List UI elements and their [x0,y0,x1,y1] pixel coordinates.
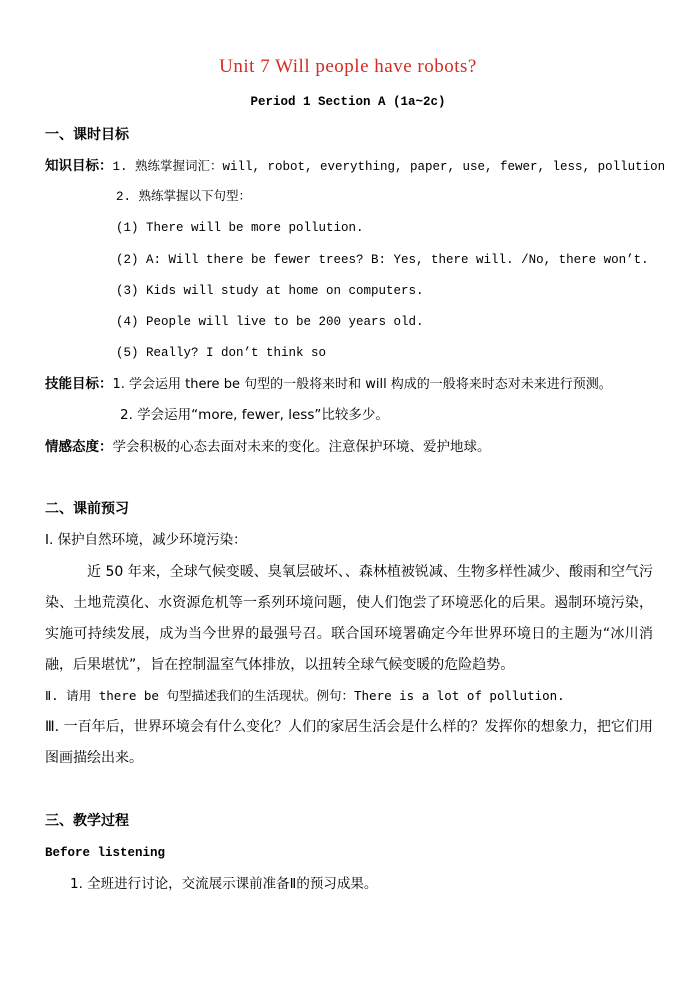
knowledge-objective-item-2: 2. 熟练掌握以下句型： [116,190,252,204]
skill-objective-label: 技能目标： [45,376,113,392]
sentence-item: (4) People will live to be 200 years old. [116,315,424,329]
before-listening-heading: Before listening [45,846,166,860]
emotion-objective-text: 学会积极的心态去面对未来的变化。注意保护环境、爱护地球。 [112,439,491,455]
preview-paragraph: 近 50 年来，全球气候变暖、臭氧层破坏、、森林植被锐减、生物多样性减少、酸雨和空气污染、土地荒漠化、水资源危机等一系列环境问题，使人们饱尝了环境恶化的后果。遏制环境污染，实施可持续发展，成为当今世界的最强号召。联合国环境署确定今年世界环境日的主题为“冰川消融，后果堪忧”，旨在控制温室气体排放，以扭转全球气候变暖的危险趋势。 [45,564,653,673]
knowledge-objective-label: 知识目标： [45,158,113,174]
section-heading-process: 三、教学过程 [45,813,129,829]
skill-objective-item-2: 2. 学会运用“more, fewer, less”比较多少。 [120,407,389,423]
sentence-item: (1) There will be more pollution. [116,221,364,235]
document-subtitle: Period 1 Section A (1a~2c) [250,95,446,109]
process-item-1: 1. 全班进行讨论，交流展示课前准备Ⅱ的预习成果。 [70,876,378,892]
skill-objective-row [45,375,612,394]
knowledge-objective-item-1: 1. 熟练掌握词汇：will, robot, everything, paper, use, fewer, less, pollution [112,160,666,174]
sentence-item: (5) Really? I don’t think so [116,346,327,360]
preview-item-1: Ⅰ. 保护自然环境，减少环境污染： [45,532,247,548]
sentence-item: (3) Kids will study at home on computers. [116,284,424,298]
preview-item-3: Ⅲ. 一百年后，世界环境会有什么变化？人们的家居生活会是什么样的？发挥你的想象力，把它们用图画描绘出来。 [45,719,653,766]
section-heading-preview: 二、课前预习 [45,501,129,517]
document-title: Unit 7 Will people have robots? [219,56,477,77]
preview-item-2 [45,687,565,705]
preview-item-2-text: Ⅱ. 请用 there be 句型描述我们的生活现状。例句：There is a lot of pollution. [45,688,565,703]
skill-objective-item-1: 1. 学会运用 there be 句型的一般将来时和 will 构成的一般将来时态对未来进行预测。 [112,377,612,392]
knowledge-objective-row [45,157,665,176]
emotion-objective-label: 情感态度： [45,439,113,455]
emotion-objective-row [45,438,491,456]
sentence-item: (2) A: Will there be fewer trees? B: Yes, there will. /No, there won’t. [116,253,649,267]
section-heading-objectives: 一、课时目标 [45,127,129,143]
